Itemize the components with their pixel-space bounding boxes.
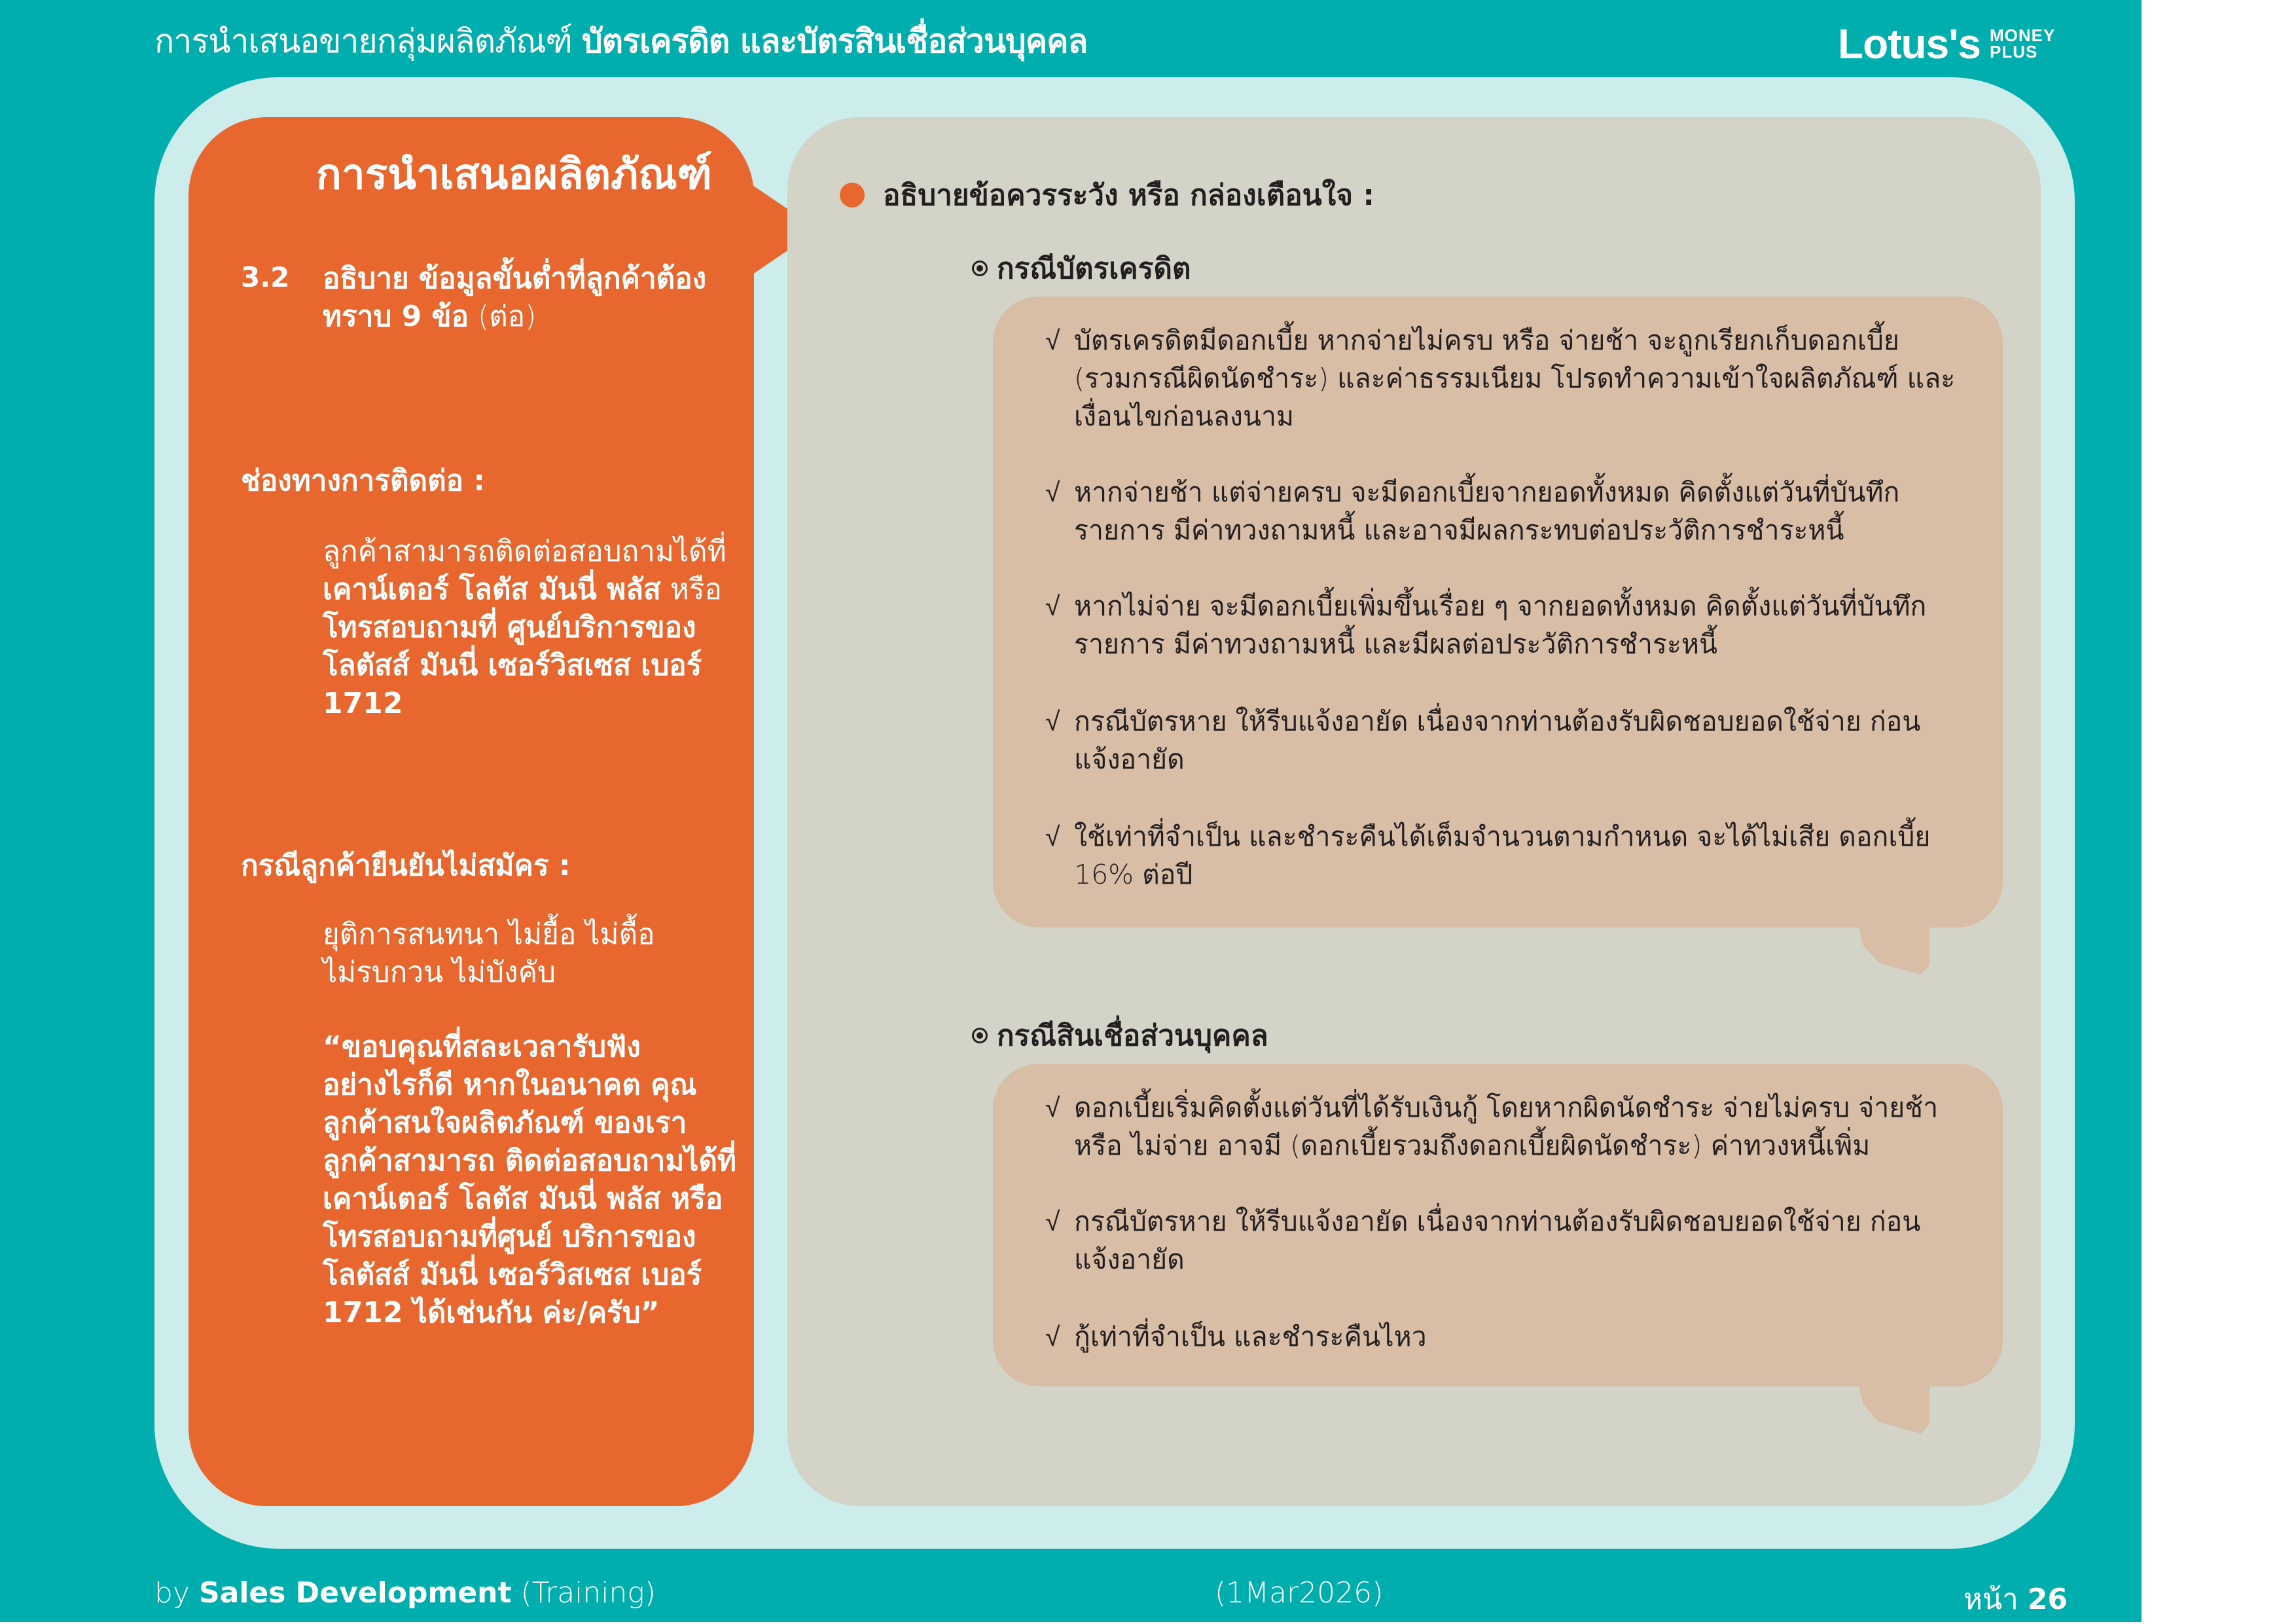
decline-text: ยุติการสนทนา ไม่ยื้อ ไม่ตื้อ ไม่รบกวน ไม่บังคับ xyxy=(323,918,655,989)
page-label: หน้า xyxy=(1964,1583,2018,1616)
footer-credit xyxy=(154,1576,656,1610)
section-title-personal-loan xyxy=(972,1013,1268,1058)
personal-loan-warning-bubble xyxy=(993,1064,2003,1386)
left-panel xyxy=(188,117,754,1506)
section-title-credit-card xyxy=(972,245,1191,291)
list-item: √ ดอกเบี้ยเริ่มคิดตั้งแต่วันที่ได้รับเงินกู้ โดยหากผิดนัดชำระ จ่ายไม่ครบ จ่ายช้า หรือ ไม่จ่าย อาจมี (ดอกเบี้ยรวมถึงดอกเบี้ยผิดนัดชำระ) ค่าทวงหนี้เพิ่ม xyxy=(1045,1089,1962,1164)
decline-heading: กรณีลูกค้ายืนยันไม่สมัคร : xyxy=(241,849,571,882)
list-item: √ หากไม่จ่าย จะมีดอกเบี้ยเพิ่มขึ้นเรื่อย ๆ จากยอดทั้งหมด คิดตั้งแต่วันที่บันทึก รายการ มีค่าทวงถามหนี้ และมีผลต่อประวัติการชำระหนี้ xyxy=(1045,587,1962,663)
section-title-suffix: (ต่อ) xyxy=(478,300,537,333)
checkmark-icon: √ xyxy=(1045,477,1060,508)
section-title-text: กรณีสินเชื่อส่วนบุคคล xyxy=(997,1019,1268,1053)
contact-text-2: หรือ xyxy=(670,573,722,606)
footer-date: (1Mar2026) xyxy=(1215,1576,1384,1610)
footer-team-suffix: (Training) xyxy=(520,1576,656,1610)
credit-card-warning-bubble xyxy=(993,297,2003,928)
section-title-text: กรณีบัตรเครดิต xyxy=(997,252,1191,285)
warning-heading-text: อธิบายข้อควรระวัง หรือ กล่องเตือนใจ : xyxy=(883,179,1374,212)
logo-sub-text xyxy=(1990,27,2055,60)
footer-team: Sales Development xyxy=(198,1576,512,1610)
right-panel xyxy=(787,117,2041,1506)
list-item: √ ใช้เท่าที่จำเป็น และชำระคืนได้เต็มจำนวนตามกำหนด จะได้ไม่เสีย ดอกเบี้ย 16% ต่อปี xyxy=(1045,818,1962,893)
footer-page xyxy=(1964,1576,2068,1622)
list-item: √ กรณีบัตรหาย ให้รีบแจ้งอายัด เนื่องจากท่านต้องรับผิดชอบยอดใช้จ่าย ก่อนแจ้งอายัด xyxy=(1045,1202,1962,1278)
header-title-bold: บัตรเครดิต และบัตรสินเชื่อส่วนบุคคล xyxy=(581,22,1088,60)
logo-main-text: Lotus's xyxy=(1838,20,1981,67)
checkmark-icon: √ xyxy=(1045,1321,1060,1352)
closing-quote: “ขอบคุณที่สละเวลารับฟัง อย่างไรก็ดี หากในอนาคต คุณลูกค้าสนใจผลิตภัณฑ์ ของเรา ลูกค้าสามารถ ติดต่อสอบถามได้ที่ เคาน์เตอร์ โลตัส มันนี่ พลัส หรือ โทรสอบถามที่ศูนย์ บริการของ โลตัสส์ มันนี่ เซอร์วิสเซส เบอร์ 1712 ได้เช่นกัน ค่ะ/ครับ” xyxy=(323,1030,737,1329)
lotus-money-plus-logo xyxy=(1838,20,2055,68)
section-title-bold: อธิบาย ข้อมูลขั้นต่ำที่ลูกค้าต้องทราบ 9 ข้อ xyxy=(323,262,707,333)
checkmark-icon: √ xyxy=(1045,325,1060,356)
section-title xyxy=(323,260,728,336)
contact-heading: ช่องทางการติดต่อ : xyxy=(241,464,486,497)
radio-bullet-icon xyxy=(972,261,988,276)
footer-by: by xyxy=(154,1576,190,1610)
checkmark-icon: √ xyxy=(1045,821,1060,852)
page-number: 26 xyxy=(2027,1583,2068,1616)
header-title xyxy=(154,16,1087,67)
header-title-prefix: การนำเสนอขายกลุ่มผลิตภัณฑ์ xyxy=(154,22,572,60)
checkmark-icon: √ xyxy=(1045,1092,1060,1123)
section-number: 3.2 xyxy=(241,261,290,293)
list-item: √ กรณีบัตรหาย ให้รีบแจ้งอายัด เนื่องจากท่านต้องรับผิดชอบยอดใช้จ่าย ก่อนแจ้งอายัด xyxy=(1045,702,1962,778)
list-item: √ หากจ่ายช้า แต่จ่ายครบ จะมีดอกเบี้ยจากยอดทั้งหมด คิดตั้งแต่วันที่บันทึก รายการ มีค่าทวงถามหนี้ และอาจมีผลกระทบต่อประวัติการชำระหนี้ xyxy=(1045,473,1962,549)
bubble-tail xyxy=(1857,922,1929,975)
list-item: √ กู้เท่าที่จำเป็น และชำระคืนไหว xyxy=(1045,1318,1962,1356)
left-panel-title: การนำเสนอผลิตภัณฑ์ xyxy=(316,151,712,199)
checkmark-icon: √ xyxy=(1045,706,1060,737)
logo-sub-plus: PLUS xyxy=(1990,42,2038,62)
radio-bullet-icon xyxy=(972,1028,988,1043)
warning-heading xyxy=(840,172,1374,218)
list-item: √ บัตรเครดิตมีดอกเบี้ย หากจ่ายไม่ครบ หรือ จ่ายช้า จะถูกเรียกเก็บดอกเบี้ย (รวมกรณีผิดนัดชำระ) และค่าธรรมเนียม โปรดทำความเข้าใจผลิตภัณฑ์ และเงื่อนไขก่อนลงนาม xyxy=(1045,321,1962,435)
contact-bold-2: โทรสอบถามที่ ศูนย์บริการของ โลตัสส์ มันนี่ เซอร์วิสเซส เบอร์ 1712 xyxy=(323,611,702,720)
checkmark-icon: √ xyxy=(1045,1206,1060,1237)
bullet-dot-icon xyxy=(840,183,865,208)
logo-sub-money: MONEY xyxy=(1990,26,2056,45)
contact-bold-1: เคาน์เตอร์ โลตัส มันนี่ พลัส xyxy=(323,573,661,606)
bubble-tail xyxy=(1857,1381,1929,1434)
contact-text xyxy=(323,533,742,723)
checkmark-icon: √ xyxy=(1045,590,1060,622)
contact-text-1: ลูกค้าสามารถติดต่อสอบถามได้ที่ xyxy=(323,535,726,568)
